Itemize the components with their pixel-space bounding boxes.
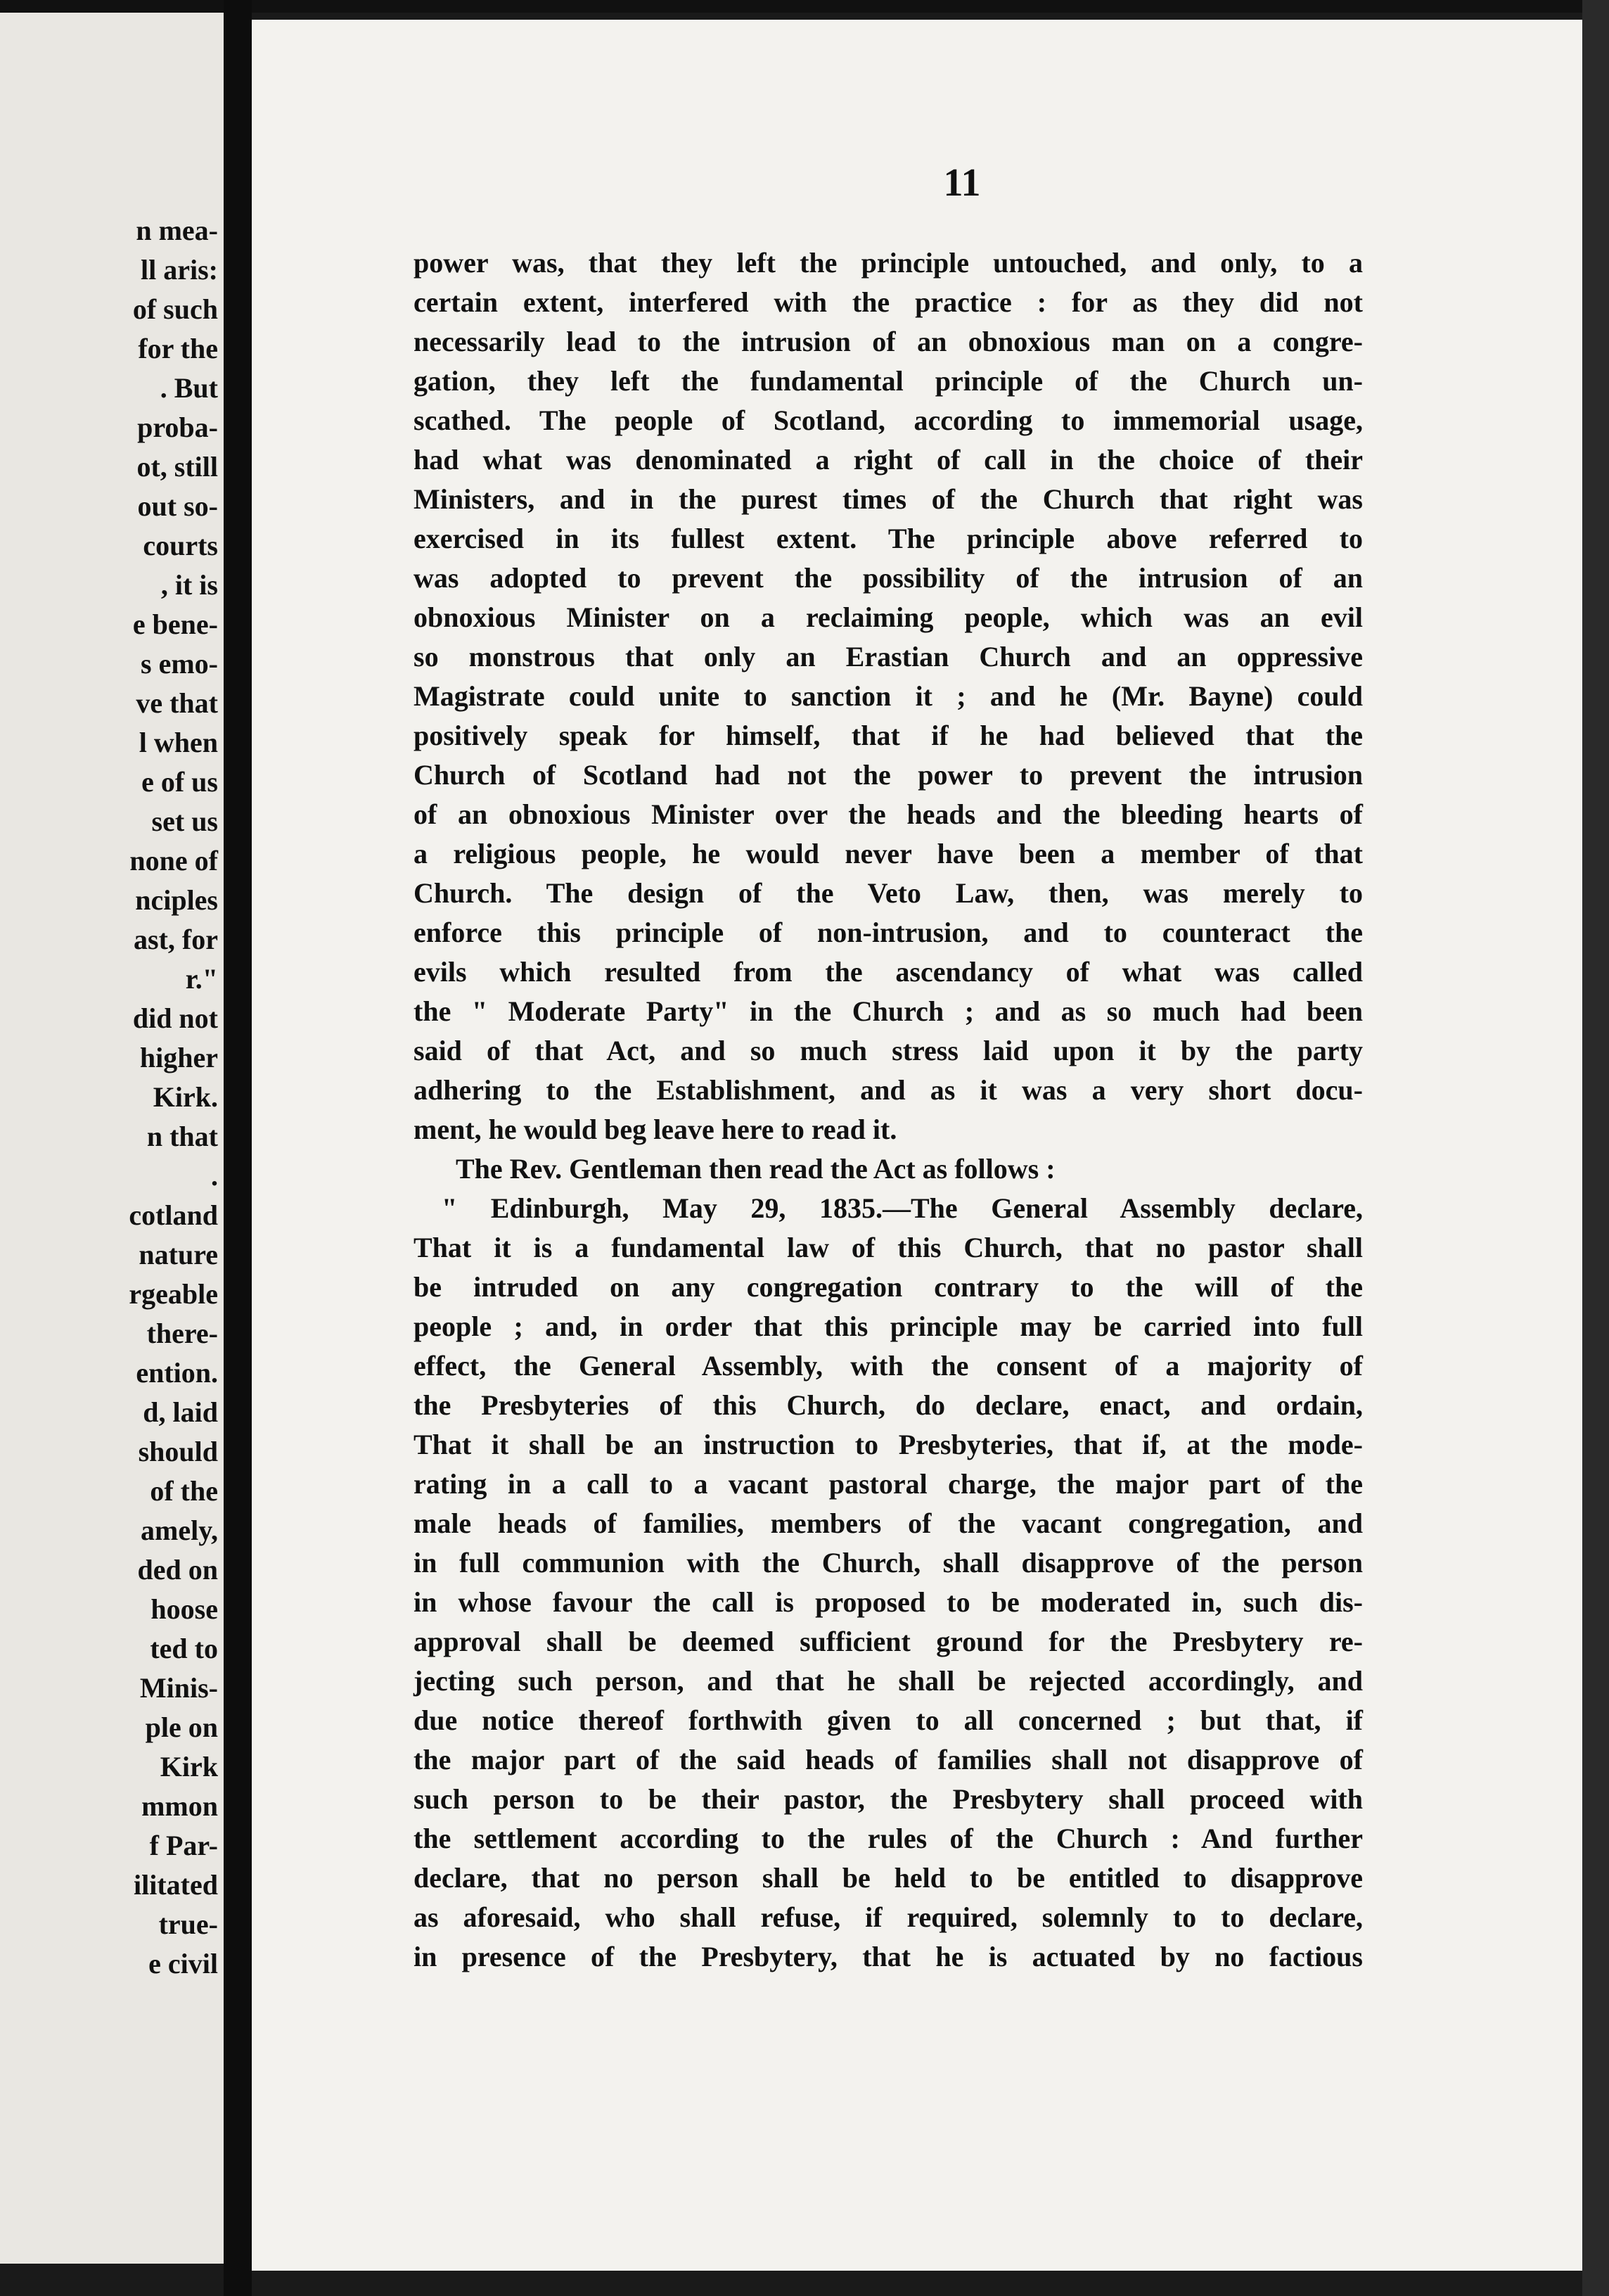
- left-page-fragment: nciples: [135, 884, 218, 916]
- text-line: in whose favour the call is proposed to be moderated in, such dis-: [414, 1586, 1363, 1618]
- left-page-fragment: Minis-: [139, 1672, 218, 1704]
- left-page-fragment: out so-: [137, 490, 218, 522]
- text-line: positively speak for himself, that if he had believed that the: [414, 720, 1363, 751]
- left-page-fragment: true-: [158, 1908, 218, 1940]
- left-page-fragment: s emo-: [141, 648, 218, 680]
- text-line: Ministers, and in the purest times of the Church that right was: [414, 483, 1363, 515]
- page-number: 11: [943, 161, 981, 205]
- text-line: due notice thereof forthwith given to all concerned ; but that, if: [414, 1704, 1363, 1736]
- text-line: Church of Scotland had not the power to prevent the intrusion: [414, 759, 1363, 791]
- text-line: Magistrate could unite to sanction it ; and he (Mr. Bayne) could: [414, 680, 1363, 712]
- left-page-fragment: n mea-: [136, 215, 218, 246]
- text-line: obnoxious Minister on a reclaiming people, which was an evil: [414, 601, 1363, 633]
- text-line: necessarily lead to the intrusion of an obnoxious man on a congre-: [414, 326, 1363, 357]
- left-page-fragment: ded on: [137, 1554, 218, 1586]
- left-page-fragment: e bene-: [132, 608, 218, 640]
- text-line: of an obnoxious Minister over the heads and the bleeding hearts of: [414, 798, 1363, 830]
- text-line: the major part of the said heads of families shall not disapprove of: [414, 1744, 1363, 1775]
- text-line: power was, that they left the principle untouched, and only, to a: [414, 247, 1363, 279]
- left-page-fragment: cotland: [129, 1199, 218, 1231]
- left-page-fragment: ot, still: [136, 451, 218, 483]
- text-line: in presence of the Presbytery, that he is actuated by no factious: [414, 1941, 1363, 1972]
- text-line: a religious people, he would never have been a member of that: [414, 838, 1363, 869]
- left-page-fragment: d, laid: [143, 1396, 218, 1428]
- left-page-fragment: amely,: [141, 1514, 218, 1546]
- text-line: gation, they left the fundamental principle of the Church un-: [414, 365, 1363, 397]
- text-line: such person to be their pastor, the Presbytery shall proceed with: [414, 1783, 1363, 1815]
- text-line: be intruded on any congregation contrary to the will of the: [414, 1271, 1363, 1303]
- left-page-fragment: of such: [132, 293, 218, 325]
- left-page-fragment: Kirk: [160, 1751, 218, 1782]
- left-page-fragment: n that: [146, 1121, 218, 1152]
- left-page: [0, 13, 224, 2264]
- left-page-fragment: l when: [139, 727, 218, 758]
- left-page-fragment: e civil: [148, 1948, 218, 1979]
- left-page-fragment: courts: [143, 530, 218, 561]
- left-page-fragment: ast, for: [134, 924, 218, 955]
- left-page-fragment: ple on: [145, 1711, 218, 1743]
- left-page-fragment: for the: [138, 333, 218, 364]
- left-page-fragment: proba-: [137, 412, 218, 443]
- text-line: declare, that no person shall be held to be entitled to disapprove: [414, 1862, 1363, 1894]
- text-line: so monstrous that only an Erastian Church and an oppressive: [414, 641, 1363, 672]
- text-line: the settlement according to the rules of the Church : And further: [414, 1823, 1363, 1854]
- left-page-fragment: mmon: [141, 1790, 218, 1822]
- text-line: enforce this principle of non-intrusion, and to counteract the: [414, 917, 1363, 948]
- text-line: ment, he would beg leave here to read it.: [414, 1114, 897, 1145]
- text-line: The Rev. Gentleman then read the Act as follows :: [456, 1153, 1056, 1185]
- left-page-fragment: f Par-: [149, 1830, 218, 1861]
- left-page-fragment: .: [211, 1160, 218, 1192]
- text-line: That it shall be an instruction to Presbyteries, that if, at the mode-: [414, 1429, 1363, 1460]
- left-page-fragment: ve that: [136, 687, 218, 719]
- text-line: had what was denominated a right of call in the choice of their: [414, 444, 1363, 476]
- right-border: [1582, 0, 1609, 2296]
- left-page-fragment: e of us: [141, 766, 218, 798]
- left-page-fragment: ilitated: [134, 1869, 218, 1901]
- text-line: approval shall be deemed sufficient ground for the Presbytery re-: [414, 1626, 1363, 1657]
- text-line: certain extent, interfered with the practice : for as they did not: [414, 286, 1363, 318]
- text-line: the " Moderate Party" in the Church ; and as so much had been: [414, 995, 1363, 1027]
- text-line: scathed. The people of Scotland, according to immemorial usage,: [414, 404, 1363, 436]
- text-line: " Edinburgh, May 29, 1835.—The General Assembly declare,: [442, 1192, 1363, 1224]
- text-line: evils which resulted from the ascendancy of what was called: [414, 956, 1363, 988]
- text-line: was adopted to prevent the possibility of the intrusion of an: [414, 562, 1363, 594]
- left-page-fragment: there-: [146, 1318, 218, 1349]
- text-line: adhering to the Establishment, and as it was a very short docu-: [414, 1074, 1363, 1106]
- left-page-fragment: . But: [160, 372, 218, 404]
- left-page-fragment: higher: [139, 1042, 218, 1073]
- left-page-fragment: ted to: [150, 1633, 218, 1664]
- text-line: Church. The design of the Veto Law, then, was merely to: [414, 877, 1363, 909]
- text-line: rating in a call to a vacant pastoral charge, the major part of the: [414, 1468, 1363, 1500]
- right-page: [252, 20, 1582, 2271]
- text-line: male heads of families, members of the vacant congregation, and: [414, 1507, 1363, 1539]
- text-line: said of that Act, and so much stress laid upon it by the party: [414, 1035, 1363, 1066]
- left-page-fragment: should: [138, 1436, 218, 1467]
- left-page-fragment: Kirk.: [153, 1081, 218, 1113]
- body-text: [414, 243, 1363, 1977]
- left-page-fragment: , it is: [160, 569, 218, 601]
- left-page-fragment: rgeable: [129, 1278, 218, 1310]
- text-line: That it is a fundamental law of this Church, that no pastor shall: [414, 1232, 1363, 1263]
- left-page-fragment: none of: [129, 845, 218, 876]
- text-line: jecting such person, and that he shall be rejected accordingly, and: [414, 1665, 1363, 1697]
- left-page-fragment: of the: [150, 1475, 218, 1507]
- text-line: exercised in its fullest extent. The principle above referred to: [414, 523, 1363, 554]
- left-page-fragment: r.": [185, 963, 218, 995]
- text-line: effect, the General Assembly, with the consent of a majority of: [414, 1350, 1363, 1382]
- text-line: the Presbyteries of this Church, do declare, enact, and ordain,: [414, 1389, 1363, 1421]
- text-line: in full communion with the Church, shall disapprove of the person: [414, 1547, 1363, 1579]
- left-page-fragment: ention.: [136, 1357, 218, 1389]
- left-page-fragment: set us: [151, 805, 218, 837]
- text-line: people ; and, in order that this principle may be carried into full: [414, 1310, 1363, 1342]
- book-spine: [224, 0, 252, 2296]
- left-page-fragment: hoose: [150, 1593, 218, 1625]
- left-page-fragment: did not: [132, 1002, 218, 1034]
- left-page-fragment: nature: [139, 1239, 218, 1270]
- left-page-fragment: ll aris:: [141, 254, 218, 286]
- text-line: as aforesaid, who shall refuse, if required, solemnly to to declare,: [414, 1901, 1363, 1933]
